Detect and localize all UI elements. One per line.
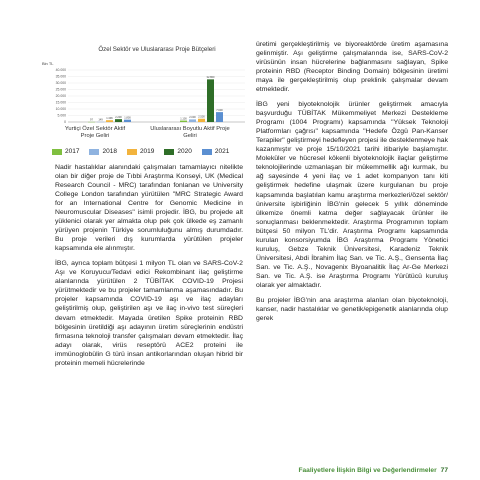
bar-2020 — [115, 119, 122, 122]
paragraph: İBG yeni biyoteknolojik ürünler geliştirmek amacıyla başvurduğu TÜBİTAK Mükemmeliyet Merkezi Destekleme Programı (1004 Programı) kapsamında "Yüksek Teknoloji Platformları çağrısı" kapsamında "Hedefe Özgü Pan-Kanser Terapiler" geliştirmeyi hedefleyen projesi ile desteklenmeye hak kazanmıştır ve proje 15/10/2021 tarihi itibariyle başlamıştır. Moleküler ve hücresel kökenli biyoteknolojik ilaçlar geliştirme teknolojilerinde uzmanlaşan bir mükemmellik ağı kurmak, bu ağ sayesinde 4 yeni ilaç ve 1 adet kompanyon tanı kiti geliştirmek hedefine ulaşmak üzere kurgulanan bu proje kapsamında başlatılan kamu araştırma merkezleri/özel sektör/üniversite işbirliğinin İBG'nin gelecek 5 yıllık döneminde ülkemize önemli katma değer sağlayacak ürünler ile sonuçlanması beklenmektedir. Araştırma Programının toplam bütçesi 50 milyon TL'dir. Araştırma Programı kapsamında kurulan konsorsiyumda İBG Araştırma Programı Yönetici kuruluş, Gebze Teknik Üniversitesi, Karadeniz Teknik Üniversitesi, Abdi İbrahim İlaç San. ve Tic. A.Ş., Gensenta İlaç San. ve Tic. A.Ş., Novagenix Biyoanalitik İlaç Ar-Ge Merkezi San. ve Tic. A.Ş. ise Araştırma Programı Yürütücü kuruluş olarak yer almaktadır. — [256, 101, 448, 289]
paragraph: Bu projeler İBG'nin ana araştırma alanları olan biyoteknoloji, kanser, nadir hastalıklar ve genetik/epigenetik alanlarında olup gerek — [256, 296, 448, 322]
data-label: 2.200 — [115, 115, 122, 119]
legend-item-2018 — [89, 148, 116, 155]
y-tick-label: 5.000 — [57, 113, 66, 118]
legend-swatch — [127, 149, 137, 155]
chart-title: Özel Sektör ve Uluslararası Proje Bütçeleri — [98, 46, 216, 53]
data-label: 97 — [90, 118, 93, 122]
left-column — [55, 163, 243, 374]
category-label-international: Uluslararası Boyutlu Aktif Proje Geliri — [150, 126, 230, 139]
data-label: 32.800 — [206, 76, 215, 80]
paragraph: üretimi gerçekleştirilmiş ve biyoreaktörde üretim aşamasına gelinmiştir. Aşı geliştirme çalışmalarında ise, SARS-CoV-2 virüsünün insan hücrelerine bağlanmasını sağlayan, Spike proteinin RBD (Receptor Binding Domain) bölgesinin üretimi maya ile gerçekleştirilmiş olup preklinik çalışmalar devam etmektedir. — [256, 41, 448, 94]
y-tick-label: 30.000 — [55, 81, 66, 86]
legend-swatch — [52, 149, 62, 155]
data-label: 1.396 — [106, 116, 113, 120]
legend-label: 2018 — [102, 148, 117, 155]
legend-label: 2021 — [214, 148, 230, 155]
paragraph: Nadir hastalıklar alanındaki çalışmaları tamamlayıcı nitelikte olan bir diğer proje de Tıbbi Araştırma Konseyi, UK (Medical Research Council - MRC) tarafından fonlanan ve University College London tarafından yürütülen "MRC Strategic Award for an International Centre for Genomic Medicine in Neuromuscular Diseases" isimli projedir. İBG, bu projede alt yüklenici olarak yer almakta olup pek çok ülkede eş zamanlı yürüyen projenin Türkiye sorumluluğunu almış durumdadır. Bu proje verileri dış kurumlarda yürütülen projeler kapsamında ele alınmıştır. — [55, 164, 243, 253]
legend-label: 2019 — [139, 148, 155, 155]
bar-2021 — [124, 120, 131, 122]
y-tick-label: 35.000 — [55, 74, 66, 79]
footer-text: Faaliyetlere İlişkin Bilgi ve Değerlendirmeler — [298, 467, 437, 474]
y-tick-label: 25.000 — [55, 87, 66, 92]
y-tick-label: 20.000 — [55, 94, 66, 99]
bar-chart — [40, 60, 250, 160]
legend-swatch — [89, 149, 99, 155]
data-label: 1.800 — [124, 116, 131, 120]
data-label: 149 — [98, 118, 103, 122]
category-label-domestic: Yurtiçi Özel Sektör Aktif Proje Geliri — [64, 126, 126, 139]
legend-label: 2020 — [177, 148, 192, 155]
bar-2021 — [216, 112, 223, 122]
legend-item-2021 — [202, 148, 229, 155]
legend-label: 2017 — [65, 148, 80, 155]
legend-item-2017 — [52, 148, 79, 155]
bar-2019 — [198, 119, 205, 122]
data-label: 7.600 — [216, 108, 223, 112]
y-axis-unit: Bin TL — [42, 61, 54, 66]
chart-legend — [52, 148, 229, 155]
legend-swatch — [202, 149, 212, 155]
legend-item-2019 — [127, 148, 154, 155]
bar-2018 — [189, 119, 196, 122]
y-tick-label: 40.000 — [55, 68, 66, 73]
y-tick-label: 0 — [64, 120, 66, 125]
page-number: 77 — [440, 467, 448, 474]
y-tick-label: 10.000 — [55, 107, 66, 112]
y-tick-label: 15.000 — [55, 100, 66, 105]
bar-2020 — [207, 79, 214, 122]
page-footer — [298, 467, 448, 474]
right-column — [256, 40, 448, 329]
paragraph: İBG, ayrıca toplam bütçesi 1 milyon TL olan ve SARS-CoV-2 Aşı ve Koruyucu/Tedavi edici Rekombinant ilaç geliştirme alanlarında yürütülen 2 TÜBİTAK COVID-19 Projesi yürütmektedir ve bu projeler tamamlanma aşamasındadır. Bu projeler kapsamında COVID-19 aşı ve ilaç adayları geliştirilmiş olup, geliştirilen aşı ve ilaç in-vivo test süreçleri devam etmektedir. Mayada üretilen Spike proteinin RBD bölgesinin üretildiği aşı adayının üretim süreçlerinin endüstri firmasına teknoloji transfer çalışmaları devam etmektedir. İlaç adayı olarak, virüs reseptörü ACE2 proteini ile immünoglobülin G türü insan antikorlarından oluşan hibrid bir proteinin memeli hücrelerinde — [55, 260, 243, 367]
legend-item-2020 — [164, 148, 191, 155]
data-label: 1.100 — [180, 117, 187, 121]
bar-2019 — [106, 120, 113, 122]
data-label: 2.000 — [189, 116, 196, 120]
legend-swatch — [164, 149, 174, 155]
bar-2017 — [180, 121, 187, 122]
data-label: 2.500 — [198, 115, 205, 119]
